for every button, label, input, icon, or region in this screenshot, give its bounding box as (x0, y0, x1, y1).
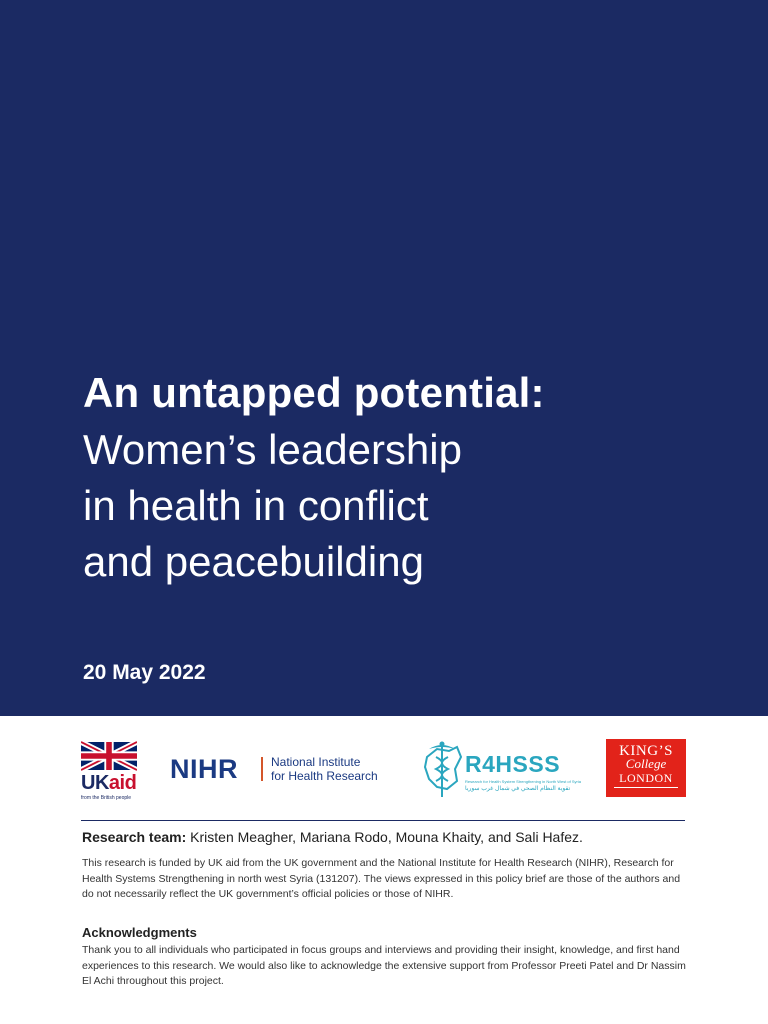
ukaid-wordmark (81, 773, 136, 793)
r4hsss-name: R4HSSS (465, 751, 561, 777)
funding-statement: This research is funded by UK aid from the UK government and the National Institute for Health Research (NIHR), Research for Health Systems Strengthening in north west Syria (131207). The views expressed in this policy brief are those of the authors and do not necessarily reflect the UK government’s official policies or those of NIHR. (82, 857, 681, 900)
ukaid-aid-text: aid (108, 772, 137, 794)
section-divider (81, 820, 685, 821)
r4hsss-arabic: تقوية النظام الصحي في شمال غرب سوريا (465, 786, 571, 792)
r4hsss-logo (419, 739, 581, 801)
publication-date: 20 May 2022 (83, 661, 206, 684)
acknowledgments-text: Thank you to all individuals who participated in focus groups and interviews and providing their insight, knowledge, and first hand experiences to this research. We would also like to acknowledge the extensive support from Professor Preeti Patel and Dr Nassim El Achi throughout this project. (82, 944, 686, 987)
acknowledgments-heading: Acknowledgments (82, 925, 197, 940)
subtitle-line: in health in conflict (83, 482, 429, 529)
caduceus-map-icon (419, 739, 465, 799)
ukaid-logo (81, 740, 139, 802)
research-team (82, 829, 583, 845)
nihr-divider (261, 757, 263, 781)
kings-college-logo (606, 739, 686, 797)
union-flag-icon (81, 740, 137, 772)
title-subtitle (83, 422, 462, 590)
kings-rule (614, 787, 678, 788)
subtitle-line: Women’s leadership (83, 426, 462, 473)
ukaid-uk-text: UK (81, 772, 109, 794)
kings-line: LONDON (619, 771, 673, 785)
partner-logos (81, 737, 687, 803)
ukaid-subtitle: from the British people (81, 795, 132, 801)
r4hsss-tagline: Research for Health System Strengthening in North West of Syria (465, 779, 581, 784)
kings-line: KING’S (619, 743, 673, 759)
title-main: An untapped potential: (83, 369, 545, 416)
nihr-full-name (271, 755, 378, 783)
research-team-names: Kristen Meagher, Mariana Rodo, Mouna Khaity, and Sali Hafez. (190, 829, 583, 845)
research-team-label: Research team: (82, 829, 187, 845)
kings-line: College (625, 756, 667, 771)
subtitle-line: and peacebuilding (83, 538, 424, 585)
nihr-mark: NIHR (170, 754, 238, 784)
nihr-line: National Institute (271, 755, 361, 769)
nihr-line: for Health Research (271, 769, 378, 783)
